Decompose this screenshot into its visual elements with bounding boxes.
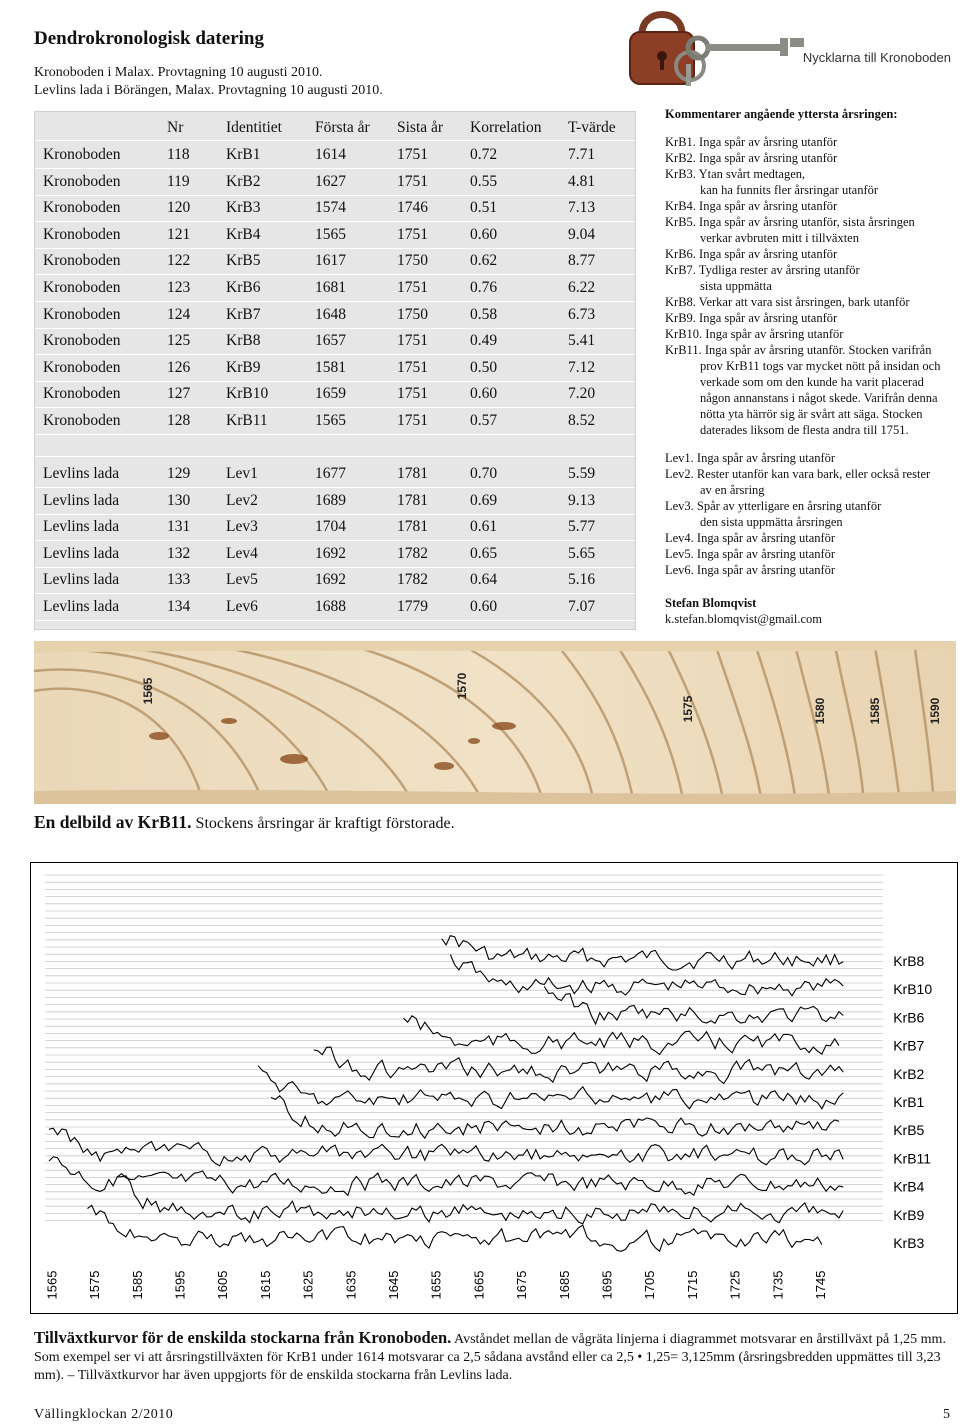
table-cell: 1781 xyxy=(397,518,428,536)
table-cell: 7.07 xyxy=(568,598,596,615)
comment-line: KrB4. Inga spår av årsring utanför xyxy=(665,199,838,213)
table-row xyxy=(35,381,635,407)
wood-year-label: 1570 xyxy=(455,672,469,700)
table-cell: 1681 xyxy=(315,279,346,296)
comment-line: daterades liksom de flesta andra till 1751. xyxy=(700,423,909,437)
table-cell: Första år xyxy=(315,119,370,136)
table-cell: Levlins lada xyxy=(43,518,120,536)
table-cell: 0.72 xyxy=(470,146,498,163)
comment-line: Lev3. Spår av ytterligare en årsring utanför xyxy=(665,499,882,513)
comment-line: någon annanstans i något skede. Varifrån denna xyxy=(700,391,938,405)
table-cell: 1751 xyxy=(397,279,428,296)
wood-year-label: 1575 xyxy=(681,695,695,723)
table-row xyxy=(35,594,635,620)
chart-caption-bold: Tillväxtkurvor för de enskilda stockarna från Kronoboden. xyxy=(34,1328,452,1347)
table-cell: Korrelation xyxy=(470,119,542,136)
table-header-row xyxy=(35,115,635,141)
table-cell: 126 xyxy=(167,358,191,376)
comment-line: KrB11. Inga spår av årsring utanför. Stocken varifrån xyxy=(665,343,932,357)
wood-sample-photo xyxy=(34,641,956,804)
comment-line: KrB6. Inga spår av årsring utanför xyxy=(665,247,838,261)
series-line-krb3 xyxy=(87,1205,822,1251)
table-cell: 134 xyxy=(167,598,191,615)
subtitle-line-2: Levlins lada i Börängen, Malax. Provtagning 10 augusti 2010. xyxy=(34,83,383,98)
table-cell: Kronoboden xyxy=(43,358,121,376)
table-cell: Kronoboden xyxy=(43,412,121,429)
table-cell: 129 xyxy=(167,465,191,482)
table-cell: 1704 xyxy=(315,518,346,536)
table-cell: KrB2 xyxy=(226,172,261,190)
table-cell: 6.73 xyxy=(568,305,596,323)
chart-caption xyxy=(34,1329,954,1385)
table-row xyxy=(35,541,635,567)
table-row xyxy=(35,169,635,195)
x-tick-label: 1715 xyxy=(684,1270,700,1300)
table-row xyxy=(35,514,635,540)
series-label: KrB3 xyxy=(893,1235,925,1251)
table-rule xyxy=(35,434,635,435)
growth-curves-chart xyxy=(30,862,958,1314)
table-cell: Kronoboden xyxy=(43,252,121,270)
x-tick-label: 1575 xyxy=(87,1270,103,1300)
x-tick-label: 1635 xyxy=(343,1270,359,1300)
table-cell: 1779 xyxy=(397,598,428,615)
table-row xyxy=(35,275,635,301)
table-cell: 1782 xyxy=(397,544,428,562)
table-row xyxy=(35,142,635,168)
series-line-krb6 xyxy=(544,986,843,1024)
table-cell: Levlins lada xyxy=(43,491,120,509)
x-tick-label: 1665 xyxy=(471,1270,487,1300)
table-cell: 1750 xyxy=(397,252,428,270)
comment-line: Lev4. Inga spår av årsring utanför xyxy=(665,531,836,545)
comment-line: KrB3. Ytan svårt medtagen, xyxy=(665,167,806,181)
table-rule xyxy=(35,140,635,141)
table-cell: 130 xyxy=(167,491,191,509)
table-cell: 5.59 xyxy=(568,465,596,482)
x-tick-label: 1655 xyxy=(428,1270,444,1300)
table-cell: 1751 xyxy=(397,358,428,376)
table-rule xyxy=(35,456,635,457)
table-cell: 5.77 xyxy=(568,518,596,536)
table-cell: 7.12 xyxy=(568,358,596,376)
table-cell: 1751 xyxy=(397,146,428,163)
table-cell: 1692 xyxy=(315,571,346,589)
wood-caption-bold: En delbild av KrB11. xyxy=(34,812,192,832)
table-cell: 0.64 xyxy=(470,571,498,589)
comment-line: Lev2. Rester utanför kan vara bark, eller också rester xyxy=(665,467,931,481)
table-cell: 1750 xyxy=(397,305,428,323)
table-cell: 0.62 xyxy=(470,252,498,270)
table-cell: 8.77 xyxy=(568,252,596,270)
series-line-krb8 xyxy=(442,936,843,970)
author-email: k.stefan.blomqvist@gmail.com xyxy=(665,612,822,626)
table-cell: Kronoboden xyxy=(43,332,121,350)
x-tick-label: 1745 xyxy=(813,1270,829,1300)
table-cell: 0.60 xyxy=(470,225,498,243)
table-cell: 124 xyxy=(167,305,191,323)
series-line-krb4 xyxy=(49,1157,843,1196)
table-cell: 0.50 xyxy=(470,358,498,376)
table-cell: Kronoboden xyxy=(43,305,121,323)
table-cell: 1688 xyxy=(315,598,346,615)
table-cell: 0.76 xyxy=(470,279,498,296)
table-row xyxy=(35,328,635,354)
comment-line: kan ha funnits fler årsringar utanför xyxy=(700,183,879,197)
comment-line: prov KrB11 togs var mycket nött på insidan och xyxy=(700,359,941,373)
table-cell: Levlins lada xyxy=(43,465,120,482)
page-number: 5 xyxy=(943,1407,950,1422)
table-cell: 1677 xyxy=(315,465,346,482)
table-cell: Levlins lada xyxy=(43,544,120,562)
x-tick-label: 1725 xyxy=(727,1270,743,1300)
table-cell: 0.60 xyxy=(470,598,498,615)
table-cell: KrB10 xyxy=(226,385,269,403)
table-cell: 119 xyxy=(167,172,190,190)
comment-line: Lev5. Inga spår av årsring utanför xyxy=(665,547,836,561)
x-tick-label: 1565 xyxy=(44,1270,60,1300)
series-label: KrB10 xyxy=(893,981,933,998)
keys-caption: Nycklarna till Kronoboden xyxy=(802,50,951,65)
table-cell: Kronoboden xyxy=(43,199,121,217)
table-cell: 1751 xyxy=(397,412,428,429)
comment-line: Lev6. Inga spår av årsring utanför xyxy=(665,563,836,577)
x-tick-label: 1695 xyxy=(599,1270,615,1300)
x-tick-label: 1675 xyxy=(514,1270,530,1300)
table-cell: 118 xyxy=(167,146,190,163)
comment-line: Lev1. Inga spår av årsring utanför xyxy=(665,451,836,465)
table-row xyxy=(35,355,635,381)
table-cell: 0.69 xyxy=(470,491,498,509)
table-cell: KrB4 xyxy=(226,225,261,243)
table-row xyxy=(35,408,635,434)
x-tick-label: 1685 xyxy=(556,1270,572,1300)
table-cell: 9.13 xyxy=(568,491,596,509)
comment-line: KrB5. Inga spår av årsring utanför, sista årsringen xyxy=(665,215,915,229)
table-cell: 0.70 xyxy=(470,465,498,482)
table-cell: 0.61 xyxy=(470,518,498,536)
table-cell: Sista år xyxy=(397,119,444,136)
table-cell: Kronoboden xyxy=(43,146,121,163)
x-tick-label: 1605 xyxy=(215,1270,231,1300)
table-cell: Identitiet xyxy=(226,119,282,136)
table-cell: 1565 xyxy=(315,412,346,429)
comment-line: KrB8. Verkar att vara sist årsringen, bark utanför xyxy=(665,295,910,309)
table-cell: 5.41 xyxy=(568,332,596,350)
series-label: KrB11 xyxy=(893,1150,932,1167)
table-cell: Lev1 xyxy=(226,465,258,482)
table-cell: 1781 xyxy=(397,491,428,509)
table-cell: 1689 xyxy=(315,491,346,509)
chart-caption-text: Avståndet mellan de vågräta linjerna i diagrammet motsvarar en årstillväxt på 1,25 mm. Som exempel ser vi att årsringstillväxten för KrB1 under 1614 motsvarar ca 2,5 sådana avstånd eller ca 2,5 • 1,25= 3,125mm (årsringsbredden uppmättes till 3,23 mm). – Tillväxtkurvor har även uppgjorts för de enskilda stockarna från Levlins lada. xyxy=(34,1332,946,1383)
comment-line: verkar avbruten mitt i tillväxten xyxy=(700,231,859,245)
table-cell: Kronoboden xyxy=(43,279,121,296)
wood-year-label: 1565 xyxy=(141,677,155,705)
table-cell: 1627 xyxy=(315,172,346,190)
table-cell: 1581 xyxy=(315,358,346,376)
table-cell: 1781 xyxy=(397,465,428,482)
comment-line: nötta yta härrör sig är svårt att säga. Stocken xyxy=(700,407,923,421)
table-cell: Kronoboden xyxy=(43,172,121,190)
table-cell: KrB9 xyxy=(226,358,261,376)
table-row xyxy=(35,222,635,248)
series-line-krb10 xyxy=(450,955,843,996)
table-cell: KrB8 xyxy=(226,332,261,350)
table-cell: Levlins lada xyxy=(43,571,120,589)
comment-line: KrB1. Inga spår av årsring utanför xyxy=(665,135,838,149)
series-label: KrB1 xyxy=(893,1094,925,1110)
table-cell: 7.20 xyxy=(568,385,596,403)
journal-name: Vällingklockan 2/2010 xyxy=(34,1407,174,1422)
dating-table xyxy=(34,111,636,630)
wood-caption xyxy=(34,812,455,833)
table-cell: 1648 xyxy=(315,305,346,323)
table-cell: Lev6 xyxy=(226,598,258,615)
table-cell: 125 xyxy=(167,332,191,350)
table-cell: 1692 xyxy=(315,544,346,562)
table-cell: 122 xyxy=(167,252,191,270)
table-cell: 4.81 xyxy=(568,172,596,190)
x-tick-label: 1625 xyxy=(300,1270,316,1300)
table-cell: KrB11 xyxy=(226,412,268,429)
x-tick-label: 1595 xyxy=(172,1270,188,1300)
page-title: Dendrokronologisk datering xyxy=(34,28,264,49)
x-tick-label: 1645 xyxy=(386,1270,402,1300)
table-cell: 127 xyxy=(167,385,191,403)
table-cell: 123 xyxy=(167,279,191,296)
keys-photo xyxy=(620,4,810,92)
table-cell: 1751 xyxy=(397,172,428,190)
table-cell: 1617 xyxy=(315,252,346,270)
table-cell: 1751 xyxy=(397,385,428,403)
table-cell: 1751 xyxy=(397,225,428,243)
table-cell: 0.60 xyxy=(470,385,498,403)
table-cell: 0.55 xyxy=(470,172,498,190)
comment-line: av en årsring xyxy=(700,483,765,497)
table-cell: 9.04 xyxy=(568,225,596,243)
table-rule xyxy=(35,620,635,621)
wood-year-label: 1585 xyxy=(868,697,882,725)
series-label: KrB5 xyxy=(893,1122,925,1139)
table-cell: 1746 xyxy=(397,199,428,217)
subtitle-line-1: Kronoboden i Malax. Provtagning 10 augusti 2010. xyxy=(34,65,323,80)
table-cell: 6.22 xyxy=(568,279,596,296)
series-line-krb7 xyxy=(403,1016,839,1055)
table-cell: 132 xyxy=(167,544,191,562)
table-cell: 1782 xyxy=(397,571,428,589)
table-cell: 7.71 xyxy=(568,146,596,163)
table-cell: KrB7 xyxy=(226,305,261,323)
table-row xyxy=(35,195,635,221)
series-label: KrB4 xyxy=(893,1178,925,1195)
key-shaft-icon xyxy=(706,44,786,51)
table-cell: 128 xyxy=(167,412,191,429)
series-label: KrB8 xyxy=(893,953,925,969)
comment-line: KrB7. Tydliga rester av årsring utanför xyxy=(665,263,860,277)
x-tick-label: 1705 xyxy=(642,1270,658,1300)
table-cell: Lev4 xyxy=(226,544,258,562)
table-cell: 1614 xyxy=(315,146,346,163)
table-cell: 0.65 xyxy=(470,544,498,562)
comments-lev-list xyxy=(665,450,957,578)
table-cell: 0.49 xyxy=(470,332,498,350)
table-row xyxy=(35,461,635,487)
table-cell: 1751 xyxy=(397,332,428,350)
series-label: KrB6 xyxy=(893,1009,925,1026)
wood-year-label: 1580 xyxy=(813,697,827,725)
table-cell: Kronoboden xyxy=(43,385,121,403)
author-name: Stefan Blomqvist xyxy=(665,596,757,610)
table-row xyxy=(35,567,635,593)
series-label: KrB9 xyxy=(893,1206,925,1223)
series-line-krb2 xyxy=(314,1047,844,1083)
table-cell: Lev2 xyxy=(226,491,258,509)
table-row xyxy=(35,488,635,514)
wood-caption-text: Stockens årsringar är kraftigt förstorade. xyxy=(191,815,455,832)
table-cell: 0.51 xyxy=(470,199,498,217)
table-cell: 1657 xyxy=(315,332,346,350)
comments-heading: Kommentarer angående yttersta årsringen: xyxy=(665,107,898,121)
comment-line: KrB2. Inga spår av årsring utanför xyxy=(665,151,838,165)
table-cell: 5.16 xyxy=(568,571,596,589)
table-cell: 5.65 xyxy=(568,544,596,562)
x-tick-label: 1615 xyxy=(257,1270,273,1300)
table-cell: 1574 xyxy=(315,199,346,217)
table-cell: T-värde xyxy=(568,119,616,136)
table-cell: KrB3 xyxy=(226,199,261,217)
comment-line: sista uppmätta xyxy=(700,279,772,293)
table-cell: 0.58 xyxy=(470,305,498,323)
comment-line: verkade som om den kunde ha varit placerad xyxy=(700,375,924,389)
series-label: KrB2 xyxy=(893,1065,925,1082)
table-cell: Lev3 xyxy=(226,518,258,536)
table-cell: 8.52 xyxy=(568,412,596,429)
table-cell: 120 xyxy=(167,199,191,217)
table-cell: Kronoboden xyxy=(43,225,121,243)
series-line-krb1 xyxy=(258,1066,843,1109)
table-cell: KrB6 xyxy=(226,279,261,296)
table-cell: 1659 xyxy=(315,385,346,403)
table-cell: Levlins lada xyxy=(43,598,120,615)
wood-year-label: 1590 xyxy=(928,697,942,725)
comments-krb-list xyxy=(665,134,957,438)
table-cell: Nr xyxy=(167,119,184,136)
comment-line: KrB9. Inga spår av årsring utanför xyxy=(665,311,838,325)
table-cell: KrB5 xyxy=(226,252,261,270)
table-cell: 121 xyxy=(167,225,191,243)
table-cell: 0.57 xyxy=(470,412,498,429)
comment-line: KrB10. Inga spår av årsring utanför xyxy=(665,327,844,341)
x-tick-label: 1735 xyxy=(770,1270,786,1300)
comment-line: den sista uppmätta årsringen xyxy=(700,515,843,529)
table-cell: Lev5 xyxy=(226,571,258,589)
x-tick-label: 1585 xyxy=(129,1270,145,1300)
table-cell: KrB1 xyxy=(226,146,261,163)
series-label: KrB7 xyxy=(893,1037,925,1054)
table-cell: 131 xyxy=(167,518,191,536)
table-cell: 1565 xyxy=(315,225,346,243)
table-row xyxy=(35,302,635,328)
table-cell: 133 xyxy=(167,571,191,589)
table-row xyxy=(35,248,635,274)
table-cell: 7.13 xyxy=(568,199,596,217)
chart-svg xyxy=(31,863,957,1313)
